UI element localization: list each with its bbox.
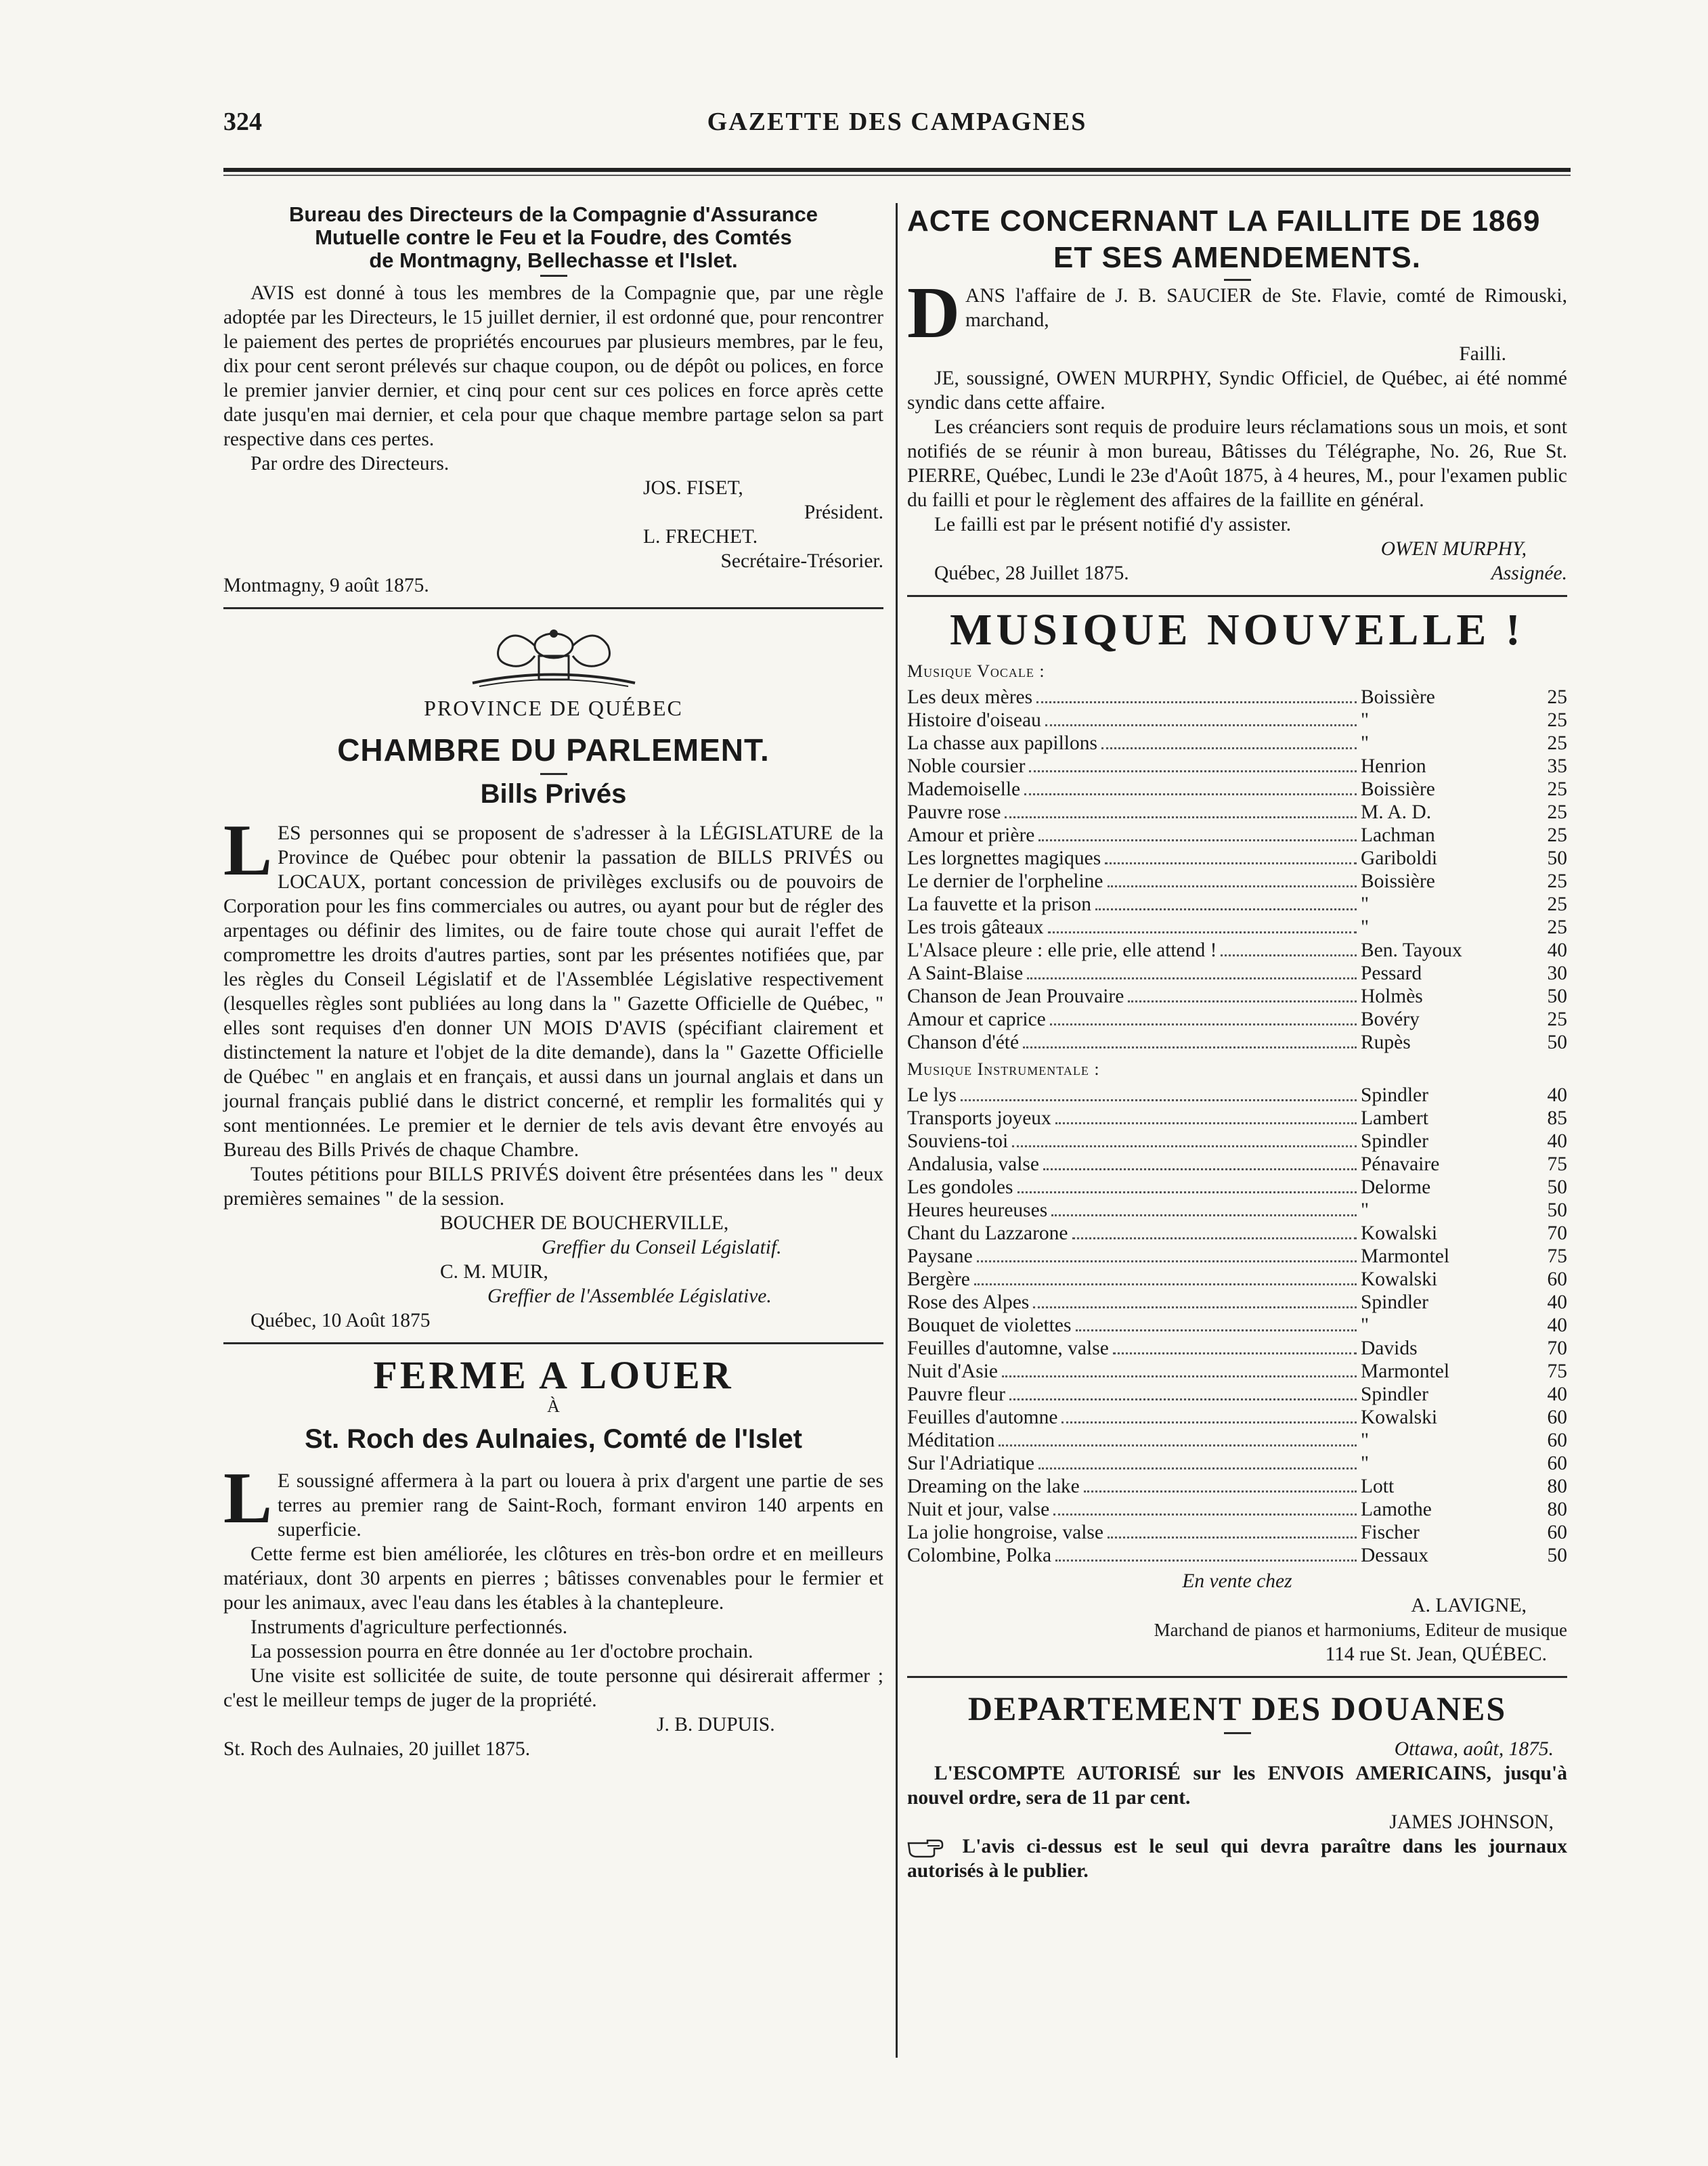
- leader-dots: [999, 1444, 1357, 1446]
- parlement-sig1-title: Greffier du Conseil Législatif.: [542, 1237, 782, 1258]
- music-composer: M. A. D.: [1361, 801, 1432, 823]
- music-list-item: [907, 984, 1567, 1007]
- music-price: 80: [1547, 1499, 1567, 1520]
- leader-dots: [1076, 1329, 1357, 1331]
- music-composer: Bovéry: [1361, 1009, 1420, 1030]
- faillite-body2: Les créanciers sont requis de produire leurs réclamations sous un mois, et sont notifiés de se réunir à mon bureau, Bâtisses du Télégraphe, No. 26, Rue St. PIERRE, Québec, Lundi le 23e d'Août 1875, à 4 heures, M., pour l'examen public du failli et pour le règlement des affaires de la faillite en général.: [907, 416, 1567, 511]
- ferme-notice: [223, 1354, 883, 1761]
- music-list-item: [907, 685, 1567, 708]
- leader-dots: [1038, 1467, 1357, 1469]
- music-list-item: [907, 1359, 1567, 1382]
- faillite-footer: [907, 561, 1567, 585]
- music-title: Sur l'Adriatique: [907, 1453, 1035, 1474]
- music-list-item: [907, 961, 1567, 984]
- music-list-item: [907, 869, 1567, 892]
- music-title: Mademoiselle: [907, 778, 1021, 800]
- ferme-body2: Cette ferme est bien améliorée, les clôtures en très-bon ordre et en meilleurs matériaux, dont 30 arpents en pierres ; bâtisses convenables pour le fermier et pour les animaux, avec l'eau dans les étables à la chantepleure.: [223, 1543, 883, 1614]
- assurance-sig1-name: JOS. FISET,: [643, 477, 743, 499]
- music-list-item: [907, 800, 1567, 823]
- assurance-title-line: Mutuelle contre le Feu et la Foudre, des Comtés: [315, 225, 792, 249]
- music-title: Andalusia, valse: [907, 1153, 1039, 1175]
- music-title: Colombine, Polka: [907, 1545, 1052, 1566]
- music-list-item: [907, 846, 1567, 869]
- music-price: 40: [1547, 1314, 1567, 1336]
- music-composer: Pénavaire: [1361, 1153, 1440, 1175]
- music-list-item: [907, 1083, 1567, 1106]
- music-price: 70: [1547, 1222, 1567, 1244]
- music-title: La jolie hongroise, valse: [907, 1522, 1104, 1543]
- music-title: Le dernier de l'orpheline: [907, 870, 1103, 892]
- music-title: A Saint-Blaise: [907, 963, 1024, 984]
- leader-dots: [1043, 1168, 1357, 1170]
- page-number: 324: [223, 108, 262, 136]
- music-composer: Boissière: [1361, 778, 1435, 800]
- instrumentale-list: [907, 1083, 1567, 1566]
- music-list-item: [907, 1267, 1567, 1290]
- leader-dots: [1105, 862, 1357, 864]
- separator: [1224, 1732, 1251, 1734]
- leader-dots: [1045, 724, 1357, 726]
- leader-dots: [1072, 1237, 1357, 1239]
- ferme-title: FERME A LOUER: [373, 1353, 734, 1397]
- music-list-item: [907, 1474, 1567, 1497]
- faillite-failli: Failli.: [1459, 343, 1506, 365]
- music-composer: Kowalski: [1361, 1407, 1438, 1428]
- faillite-signature: OWEN MURPHY,: [1380, 538, 1527, 560]
- assurance-place-date: Montmagny, 9 août 1875.: [223, 575, 429, 596]
- music-composer: Spindler: [1361, 1384, 1428, 1405]
- douanes-signature: JAMES JOHNSON,: [1389, 1811, 1554, 1833]
- music-composer: Dessaux: [1361, 1545, 1428, 1566]
- leader-dots: [1101, 747, 1357, 749]
- ferme-body1: E soussigné affermera à la part ou louera à prix d'argent une partie de ses terres au premier rang de Saint-Roch, formant environ 140 arpents en superficie.: [278, 1470, 883, 1541]
- music-title: Les gondoles: [907, 1176, 1013, 1198]
- faillite-intro-wrap: [907, 273, 1567, 353]
- assurance-sig2-title: Secrétaire-Trésorier.: [720, 550, 883, 572]
- music-price: 60: [1547, 1268, 1567, 1290]
- music-list-item: [907, 1497, 1567, 1520]
- music-price: 70: [1547, 1338, 1567, 1359]
- leader-dots: [1005, 816, 1357, 818]
- leader-dots: [1221, 954, 1357, 956]
- music-list-item: [907, 1175, 1567, 1198]
- music-price: 75: [1547, 1245, 1567, 1267]
- music-price: 25: [1547, 916, 1567, 938]
- music-title: Noble coursier: [907, 755, 1026, 777]
- music-title: La chasse aux papillons: [907, 732, 1097, 754]
- assurance-title-line: Bureau des Directeurs de la Compagnie d'Assurance: [289, 202, 818, 226]
- leader-dots: [1055, 1122, 1357, 1124]
- musique-notice: [907, 606, 1567, 1666]
- leader-dots: [1048, 931, 1357, 933]
- leader-dots: [977, 1260, 1357, 1262]
- leader-dots: [1033, 1306, 1357, 1308]
- music-composer: Lambert: [1361, 1107, 1428, 1129]
- leader-dots: [1051, 1214, 1357, 1216]
- musique-seller-addr: 114 rue St. Jean, QUÉBEC.: [1325, 1643, 1547, 1665]
- music-composer: Lott: [1361, 1476, 1395, 1497]
- page-header: [223, 107, 1571, 148]
- music-price: 75: [1547, 1153, 1567, 1175]
- section-rule: [223, 1342, 883, 1344]
- gazette-title: GAZETTE DES CAMPAGNES: [707, 108, 1087, 136]
- music-composer: Ben. Tayoux: [1361, 940, 1462, 961]
- ferme-body-wrap: [223, 1458, 883, 1542]
- music-title: Bouquet de violettes: [907, 1314, 1072, 1336]
- assurance-title-line: de Montmagny, Bellechasse et l'Islet.: [369, 248, 738, 272]
- leader-dots: [1024, 793, 1357, 795]
- music-composer: Delorme: [1361, 1176, 1431, 1198]
- leader-dots: [961, 1099, 1357, 1101]
- music-list-item: [907, 1221, 1567, 1244]
- douanes-note: L'avis ci-dessus est le seul qui devra paraître dans les journaux autorisés à le publier.: [907, 1836, 1567, 1882]
- leader-dots: [1017, 1191, 1357, 1193]
- music-list-item: [907, 777, 1567, 800]
- faillite-notice: [907, 203, 1567, 585]
- music-list-item: [907, 1428, 1567, 1451]
- left-column: [223, 203, 883, 1761]
- parlement-body: ES personnes qui se proposent de s'adresser à la LÉGISLATURE de la Province de Québec pour obtenir la passation de BILLS PRIVÉS ou LOCAUX, portant concession de privilèges exclusifs ou de pouvoirs de Corporation pour les fins commerciales ou autres, ou ayant pour but de régler des arpentages ou définir des limites, ou de faire toute chose qui aurait l'effet de compromettre les droits d'autres parties, sont par les présentes notifiées que, par les règles du Conseil Législatif et de l'Assemblée Législative respectivement (lesquelles règles sont publiées au long dans la " Gazette Officielle de Québec, " elles sont requises d'en donner UN MOIS D'AVIS (spécifiant clairement et distinctement la nature et l'objet de la dite demande), dans la " Gazette Officielle de Québec " en anglais et en français, et aussi dans un journal anglais et dans un journal français publié dans le district concerné, et remplir les formalités qui y sont mentionnées. Le premier et le dernier de tels avis devant être envoyés au Bureau des Bills Privés de chaque Chambre.: [223, 822, 883, 1161]
- music-composer: ": [1361, 1314, 1370, 1336]
- music-title: L'Alsace pleure : elle prie, elle attend !: [907, 940, 1217, 961]
- dropcap-letter: D: [907, 273, 960, 353]
- music-composer: Henrion: [1361, 755, 1426, 777]
- leader-dots: [1108, 1537, 1357, 1539]
- music-composer: Kowalski: [1361, 1268, 1438, 1290]
- music-price: 85: [1547, 1107, 1567, 1129]
- music-composer: Holmès: [1361, 986, 1423, 1007]
- ferme-subtitle: St. Roch des Aulnaies, Comté de l'Islet: [305, 1424, 802, 1454]
- douanes-place-date: Ottawa, août, 1875.: [1394, 1738, 1554, 1760]
- douanes-title: DEPARTEMENT DES DOUANES: [967, 1689, 1507, 1727]
- music-composer: Spindler: [1361, 1130, 1428, 1152]
- music-title: Amour et prière: [907, 824, 1035, 846]
- music-title: Nuit et jour, valse: [907, 1499, 1050, 1520]
- parlement-place-date: Québec, 10 Août 1875: [250, 1310, 431, 1331]
- music-price: 50: [1547, 1199, 1567, 1221]
- leader-dots: [1050, 1023, 1357, 1025]
- music-list-item: [907, 1405, 1567, 1428]
- music-composer: Fischer: [1361, 1522, 1420, 1543]
- music-composer: Gariboldi: [1361, 847, 1438, 869]
- music-price: 25: [1547, 824, 1567, 846]
- music-list-item: [907, 1336, 1567, 1359]
- music-price: 25: [1547, 686, 1567, 708]
- music-list-item: [907, 1030, 1567, 1053]
- musique-vente: En vente chez: [1182, 1570, 1292, 1592]
- right-column: [907, 203, 1567, 1883]
- music-composer: Boissière: [1361, 686, 1435, 708]
- music-price: 60: [1547, 1407, 1567, 1428]
- faillite-body3: Le failli est par le présent notifié d'y assister.: [934, 514, 1292, 535]
- musique-title: MUSIQUE NOUVELLE !: [950, 605, 1525, 655]
- ferme-place-date: St. Roch des Aulnaies, 20 juillet 1875.: [223, 1738, 531, 1760]
- assurance-notice: [223, 203, 883, 598]
- music-list-item: [907, 1451, 1567, 1474]
- separator: [1224, 279, 1251, 281]
- separator: [540, 773, 567, 775]
- ferme-signature: J. B. DUPUIS.: [657, 1714, 775, 1736]
- music-price: 60: [1547, 1453, 1567, 1474]
- douanes-notice: [907, 1687, 1567, 1883]
- music-title: Histoire d'oiseau: [907, 709, 1041, 731]
- music-composer: Spindler: [1361, 1084, 1428, 1106]
- music-list-item: [907, 892, 1567, 915]
- assurance-title: [223, 203, 883, 272]
- music-price: 40: [1547, 1084, 1567, 1106]
- music-composer: ": [1361, 1430, 1370, 1451]
- music-composer: ": [1361, 732, 1370, 754]
- music-title: Feuilles d'automne: [907, 1407, 1058, 1428]
- ferme-body3: Instruments d'agriculture perfectionnés.: [250, 1616, 568, 1638]
- music-title: Pauvre rose: [907, 801, 1001, 823]
- music-price: 30: [1547, 963, 1567, 984]
- music-price: 50: [1547, 1176, 1567, 1198]
- faillite-intro: ANS l'affaire de J. B. SAUCIER de Ste. Flavie, comté de Rimouski, marchand,: [965, 285, 1567, 331]
- music-title: Chanson d'été: [907, 1032, 1020, 1053]
- leader-dots: [1053, 1513, 1357, 1516]
- header-rule: [223, 168, 1571, 172]
- music-title: La fauvette et la prison: [907, 893, 1091, 915]
- music-list-item: [907, 731, 1567, 754]
- music-list-item: [907, 1313, 1567, 1336]
- music-title: Les trois gâteaux: [907, 916, 1044, 938]
- music-list-item: [907, 938, 1567, 961]
- music-list-item: [907, 1290, 1567, 1313]
- music-title: Chanson de Jean Prouvaire: [907, 986, 1124, 1007]
- music-list-item: [907, 1244, 1567, 1267]
- music-price: 25: [1547, 778, 1567, 800]
- music-composer: Lamothe: [1361, 1499, 1432, 1520]
- music-price: 25: [1547, 870, 1567, 892]
- music-composer: ": [1361, 1199, 1370, 1221]
- music-price: 60: [1547, 1522, 1567, 1543]
- vocale-list: [907, 685, 1567, 1053]
- music-list-item: [907, 1520, 1567, 1543]
- faillite-title-line2: ET SES AMENDEMENTS.: [1053, 241, 1421, 274]
- music-title: Paysane: [907, 1245, 973, 1267]
- music-title: Pauvre fleur: [907, 1384, 1005, 1405]
- dropcap-letter: L: [223, 1458, 273, 1539]
- leader-dots: [1012, 1145, 1357, 1147]
- music-price: 80: [1547, 1476, 1567, 1497]
- bills-subtitle: Bills Privés: [480, 779, 627, 809]
- music-price: 50: [1547, 847, 1567, 869]
- music-price: 75: [1547, 1361, 1567, 1382]
- music-price: 40: [1547, 1384, 1567, 1405]
- parlement-sig1-name: BOUCHER DE BOUCHERVILLE,: [440, 1212, 729, 1234]
- music-price: 25: [1547, 893, 1567, 915]
- faillite-role: Assignée.: [1491, 562, 1567, 584]
- music-title: Amour et caprice: [907, 1009, 1046, 1030]
- music-composer: Spindler: [1361, 1291, 1428, 1313]
- music-price: 25: [1547, 732, 1567, 754]
- leader-dots: [1038, 839, 1357, 841]
- leader-dots: [1095, 908, 1357, 910]
- assurance-body: AVIS est donné à tous les membres de la Compagnie que, par une règle adoptée par les Directeurs, le 15 juillet dernier, il est ordonné que, pour rencontrer le paiement des pertes de propriétés encourues par plusieurs membres, par le feu, dix pour cent seront prélevés sur chaque coupon, ou de dépôt ou polices, en force le premier janvier dernier, et cinq pour cent sur ces polices en force après cette date jusqu'en mai dernier, et cela pour que chaque membre partage selon sa part respective dans ces pertes.: [223, 282, 883, 450]
- music-price: 40: [1547, 1291, 1567, 1313]
- music-title: Chant du Lazzarone: [907, 1222, 1068, 1244]
- coat-of-arms-emblem: [459, 619, 649, 693]
- music-list-item: [907, 1198, 1567, 1221]
- instrumentale-header: Musique Instrumentale :: [907, 1059, 1100, 1079]
- music-composer: Davids: [1361, 1338, 1418, 1359]
- ferme-body5: Une visite est sollicitée de suite, de toute personne qui désirerait affermer ; c'est le meilleur temps de juger de la propriété.: [223, 1665, 883, 1711]
- music-title: Rose des Alpes: [907, 1291, 1030, 1313]
- leader-dots: [1029, 770, 1357, 772]
- music-title: Bergère: [907, 1268, 970, 1290]
- music-title: Heures heureuses: [907, 1199, 1048, 1221]
- music-composer: Marmontel: [1361, 1361, 1450, 1382]
- dropcap-letter: L: [223, 810, 273, 891]
- leader-dots: [1084, 1490, 1357, 1493]
- music-price: 25: [1547, 709, 1567, 731]
- section-rule: [907, 1676, 1567, 1678]
- music-title: Nuit d'Asie: [907, 1361, 998, 1382]
- music-price: 50: [1547, 986, 1567, 1007]
- music-list-item: [907, 1382, 1567, 1405]
- musique-seller-desc: Marchand de pianos et harmoniums, Editeur de musique: [1154, 1620, 1567, 1640]
- leader-dots: [1009, 1398, 1357, 1400]
- vocale-header: Musique Vocale :: [907, 661, 1045, 681]
- douanes-body: L'ESCOMPTE AUTORISÉ sur les ENVOIS AMERICAINS, jusqu'à nouvel ordre, sera de 11 par cent.: [907, 1763, 1567, 1809]
- music-title: Souviens-toi: [907, 1130, 1009, 1152]
- music-price: 25: [1547, 801, 1567, 823]
- music-composer: Boissière: [1361, 870, 1435, 892]
- music-price: 25: [1547, 1009, 1567, 1030]
- leader-dots: [1128, 1000, 1357, 1002]
- leader-dots: [974, 1283, 1357, 1285]
- music-composer: ": [1361, 893, 1370, 915]
- ferme-body4: La possession pourra en être donnée au 1er d'octobre prochain.: [250, 1641, 753, 1662]
- douanes-note-wrap: [907, 1834, 1567, 1883]
- music-list-item: [907, 1543, 1567, 1566]
- column-divider: [896, 203, 898, 2058]
- section-rule: [223, 607, 883, 609]
- leader-dots: [1023, 1046, 1357, 1048]
- music-title: Le lys: [907, 1084, 957, 1106]
- music-composer: Pessard: [1361, 963, 1422, 984]
- separator: [540, 275, 567, 277]
- faillite-title-line1: ACTE CONCERNANT LA FAILLITE DE 1869: [907, 204, 1541, 238]
- leader-dots: [1036, 701, 1357, 703]
- music-composer: Lachman: [1361, 824, 1435, 846]
- leader-dots: [1108, 885, 1357, 887]
- music-title: Les deux mères: [907, 686, 1033, 708]
- music-list-item: [907, 823, 1567, 846]
- province-label: PROVINCE DE QUÉBEC: [424, 696, 683, 720]
- faillite-body1: JE, soussigné, OWEN MURPHY, Syndic Officiel, de Québec, ai été nommé syndic dans cette affaire.: [907, 368, 1567, 414]
- assurance-sig1-title: Président.: [804, 502, 883, 523]
- music-price: 40: [1547, 940, 1567, 961]
- pointing-hand-icon: [907, 1838, 944, 1858]
- parlement-body-wrap: [223, 810, 883, 1162]
- music-title: Dreaming on the lake: [907, 1476, 1080, 1497]
- parlement-notice: [223, 619, 883, 1333]
- music-list-item: [907, 915, 1567, 938]
- leader-dots: [1113, 1352, 1357, 1354]
- music-composer: ": [1361, 709, 1370, 731]
- music-title: Méditation: [907, 1430, 995, 1451]
- chamber-title: CHAMBRE DU PARLEMENT.: [337, 732, 770, 768]
- music-title: Les lorgnettes magiques: [907, 847, 1101, 869]
- faillite-place-date: Québec, 28 Juillet 1875.: [934, 562, 1129, 584]
- music-composer: Marmontel: [1361, 1245, 1450, 1267]
- music-composer: Kowalski: [1361, 1222, 1438, 1244]
- parlement-sig2-title: Greffier de l'Assemblée Législative.: [487, 1285, 772, 1307]
- music-list-item: [907, 708, 1567, 731]
- music-list-item: [907, 1007, 1567, 1030]
- music-list-item: [907, 1152, 1567, 1175]
- music-composer: Rupès: [1361, 1032, 1411, 1053]
- header-rule-thin: [223, 175, 1571, 176]
- musique-seller: A. LAVIGNE,: [1411, 1595, 1527, 1616]
- section-rule: [907, 595, 1567, 597]
- music-price: 35: [1547, 755, 1567, 777]
- music-price: 40: [1547, 1130, 1567, 1152]
- parlement-body2: Toutes pétitions pour BILLS PRIVÉS doivent être présentées dans les " deux premières semaines " de la session.: [223, 1164, 883, 1210]
- assurance-sig2-name: L. FRECHET.: [643, 526, 758, 548]
- music-title: Feuilles d'automne, valse: [907, 1338, 1109, 1359]
- music-list-item: [907, 1129, 1567, 1152]
- leader-dots: [1027, 977, 1357, 979]
- leader-dots: [1002, 1375, 1357, 1377]
- music-price: 50: [1547, 1032, 1567, 1053]
- parlement-sig2-name: C. M. MUIR,: [440, 1261, 548, 1283]
- music-price: 50: [1547, 1545, 1567, 1566]
- ferme-a: À: [547, 1396, 560, 1416]
- music-title: Transports joyeux: [907, 1107, 1051, 1129]
- leader-dots: [1055, 1560, 1357, 1562]
- music-list-item: [907, 1106, 1567, 1129]
- assurance-order: Par ordre des Directeurs.: [250, 453, 450, 474]
- music-price: 60: [1547, 1430, 1567, 1451]
- music-composer: ": [1361, 916, 1370, 938]
- leader-dots: [1061, 1421, 1357, 1423]
- music-composer: ": [1361, 1453, 1370, 1474]
- music-list-item: [907, 754, 1567, 777]
